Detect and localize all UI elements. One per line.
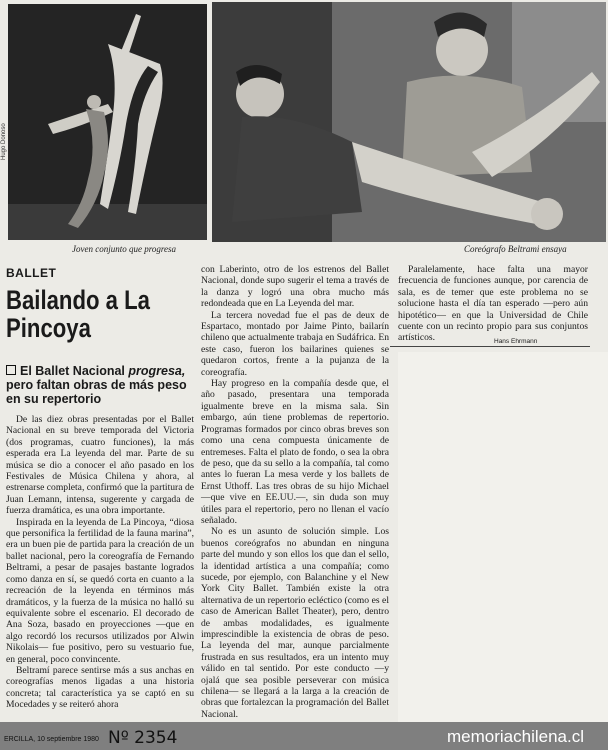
paragraph: Inspirada en la leyenda de La Pincoya, “diosa que personifica la fertilidad de la fauna marina”, era un buen pie de partida para la creación de un ballet nacional, pero la coreografía de Fernando Beltrami, a pesar de pasajes bastante logrados como danza en sí, se quedó corta en cuanto a la recreación de la leyenda en términos más dramáticos, y la fuerza de la música no halló su equivalente sobre el escenario. El decorado de Ana Soza, basado en proyecciones —que en algo recordó los recursos utilizados por Alwin Nikolais— fue positivo, pero su vestuario fue, en general, poco convincente.	[6, 516, 194, 665]
handwritten-number: Nº 2354	[108, 728, 178, 748]
source-line: ERCILLA, 10 septiembre 1980	[4, 736, 99, 743]
ballet-dancers-photo	[8, 4, 207, 240]
deck-italic: progresa,	[128, 364, 186, 378]
paragraph: con Laberinto, otro de los estrenos del Ballet Nacional, donde supo sugerir el tema a través de la danza y logró una obra mucho más redondeada que en La Leyenda del mar.	[201, 264, 389, 310]
paragraph: Beltramí parece sentirse más a sus anchas en coreografías menos ligadas a una historia concreta; tal característica ya se captó en su Mocedades y se reiteró ahora	[6, 664, 194, 711]
deck	[6, 364, 192, 406]
watermark: memoriachilena.cl	[447, 727, 584, 746]
left-photo-caption: Joven conjunto que progresa	[72, 244, 177, 254]
choreographer-rehearsal-photo	[212, 2, 606, 242]
paragraph: Hay progreso en la compañía desde que, el año pasado, presentara una temporada igualmente breve en la misma sala. Sin embargo, aún tiene problemas de repertorio. Programas formados por cinco obras breves son como una cena compuesta únicamente de entremeses. Falta el plato de fondo, o sea la obra de peso, que da su sello a la compañía, tal como antes lo fueran La mesa verde y los ballets de Ernst Uthoff. Las tres obras de su hijo Michael —que vive en EE.UU.—, sin duda son muy útiles para el repertorio, pero no llenan el vacío señalado.	[201, 378, 389, 526]
deck-box-icon	[6, 365, 16, 375]
blank-area	[398, 352, 608, 722]
section-label: BALLET	[6, 266, 57, 280]
deck-rest: pero faltan obras de más peso en su repertorio	[6, 378, 187, 406]
paragraph: Paralelamente, hace falta una mayor frecuencia de funciones aunque, por carencia de sala, es de temer que este problema no se solucione hasta el día tan esperado —pero aún hipotético— en que la Universidad de Chile cuente con un recinto propio para sus conjuntos artísticos.	[398, 264, 588, 344]
signature-rule	[390, 346, 590, 347]
article-column-3	[398, 264, 588, 344]
deck-normal: El Ballet Nacional	[20, 364, 125, 378]
paragraph: La tercera novedad fue el pas de deux de Espartaco, montado por Jaime Pinto, bailarín chileno que actualmente trabaja en Sudáfrica. En este caso, fueron los bailarines quienes se quedaron cortos, frente a la pujanza de la coreografía.	[201, 309, 389, 378]
article-column-2	[201, 264, 389, 720]
headline: Bailando a La Pincoya	[6, 285, 150, 343]
paragraph: No es un asunto de solución simple. Los buenos coreógrafos no abundan en ninguna parte del mundo y son ellos los que dan el sello, la identidad artística a una compañía; como sucede, por ejemplo, con Balanchine y el New York City Ballet. También existe la otra alternativa de un repertorio ecléctico (como es el caso de American Ballet Theater), pero, dentro de ambas modalidades, es igualmente imprescindible la existencia de obras de peso. La leyenda del mar, aunque parcialmente frustrada en sus resultados, era un intento muy válido en tal sentido. Por este conducto —y ojalá que sea posible perseverar con música chilena— se llegará a la larga a la creación de obras que fortalezcan la programación del Ballet Nacional.	[201, 526, 389, 720]
photo-credit: Hugo Donoso	[1, 123, 7, 160]
author-signature: Hans Ehrmann	[494, 338, 538, 345]
right-photo-caption: Coreógrafo Beltrami ensaya	[464, 244, 567, 254]
article-column-1	[6, 414, 194, 711]
paragraph: De las diez obras presentadas por el Ballet Nacional en su breve temporada del Victoria (dos programas, cuatro funciones), la más esperada era La leyenda del mar. Parte de su música se dio a conocer el año pasado en los Festivales de Música Chilena y ahora, al estrenarse completa, confirmó que la partitura de Juan Lemann, intensa, sugerente y cargada de fuerza dramática, es una obra importante.	[6, 414, 194, 517]
